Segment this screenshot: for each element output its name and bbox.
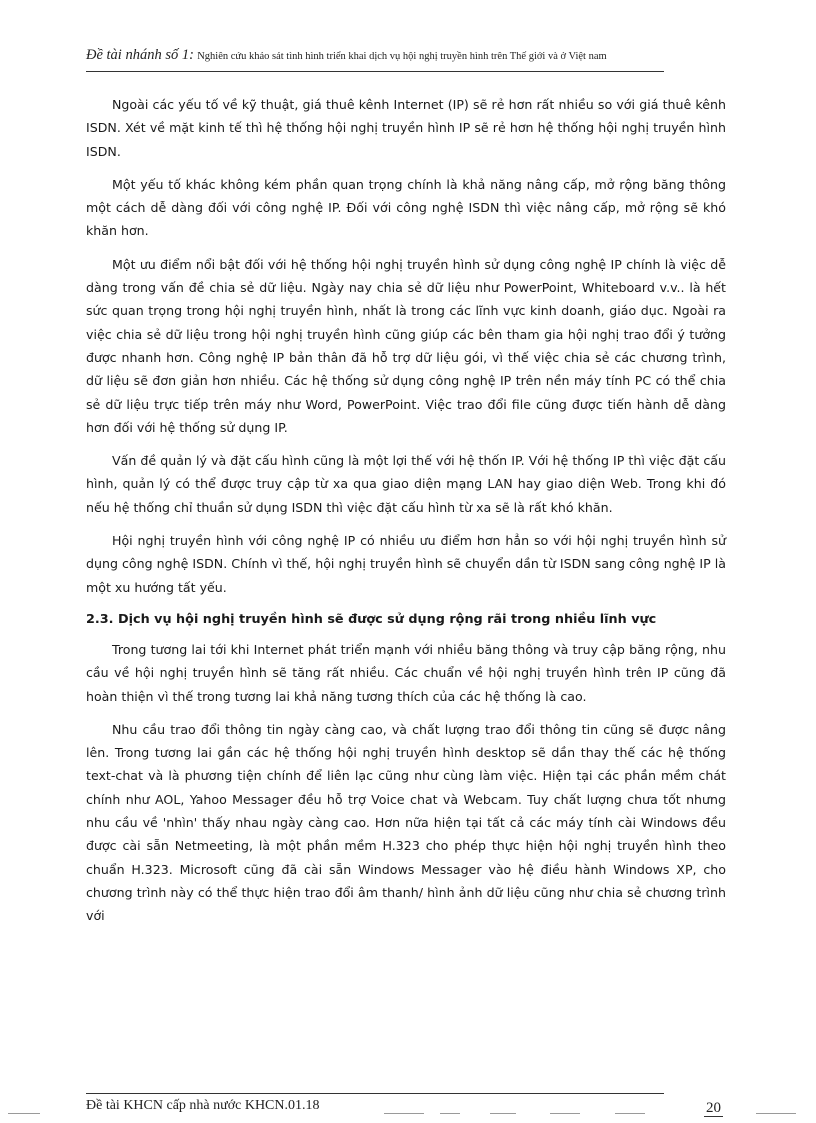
header-project-label: Đề tài nhánh số 1: (86, 47, 194, 63)
scan-artifact-line (440, 1113, 460, 1114)
footer-rule (86, 1093, 664, 1094)
scan-artifact-line (615, 1113, 645, 1114)
paragraph: Hội nghị truyền hình với công nghệ IP có nhiều ưu điểm hơn hẳn so với hội nghị truyền hình sử dụng công nghệ ISDN. Chính vì thế, hội nghị truyền hình sẽ chuyển dần từ ISDN sang công nghệ IP là một xu hướng tất yếu. (86, 533, 726, 595)
paragraph: Một yếu tố khác không kém phần quan trọng chính là khả năng nâng cấp, mở rộng băng thông một cách dễ dàng đối với công nghệ IP. Đối với công nghệ ISDN thì việc nâng cấp, mở rộng sẽ khó khăn hơn. (86, 176, 726, 239)
paragraph: Trong tương lai tới khi Internet phát triển mạnh với nhiều băng thông và truy cập băng rộng, nhu cầu về hội nghị truyền hình sẽ tăng rất nhiều. Các chuẩn về hội nghị truyền hình trên IP cũng đã hoàn thiện vì thế trong tương lai khả năng tương thích của các hệ thống là cao. (86, 641, 726, 704)
page-number: 20 (706, 1100, 721, 1116)
running-header (86, 47, 716, 64)
scan-artifact-line (550, 1113, 580, 1114)
document-body (86, 93, 726, 938)
paragraph: Một ưu điểm nổi bật đối với hệ thống hội nghị truyền hình sử dụng công nghệ IP chính là việc dễ dàng trong vấn đề chia sẻ dữ liệu. Ngày nay chia sẻ dữ liệu như PowerPoint, Whiteboard v.v.. là hết sức quan trọng trong hội nghị truyền hình, nhất là trong các lĩnh vực kinh doanh, giáo dục. Ngoài ra việc chia sẻ dữ liệu trong hội nghị truyền hình cũng giúp các bên tham gia hội nghị trao đổi ý tưởng được nhanh hơn. Công nghệ IP bản thân đã hỗ trợ dữ liệu gói, vì thế việc chia sẻ các chương trình, dữ liệu sẽ đơn giản hơn nhiều. Các hệ thống sử dụng công nghệ IP trên nền máy tính PC có thể chia sẻ dữ liệu trực tiếp trên máy như Word, PowerPoint. Việc trao đổi file cũng được tiến hành dễ dàng hơn đối với hệ thống sử dụng IP. (86, 256, 726, 435)
paragraph: Ngoài các yếu tố về kỹ thuật, giá thuê kênh Internet (IP) sẽ rẻ hơn rất nhiều so với giá thuê kênh ISDN. Xét về mặt kinh tế thì hệ thống hội nghị truyền hình IP sẽ rẻ hơn hệ thống hội nghị truyền hình ISDN. (86, 97, 726, 159)
scan-artifact-line (384, 1113, 424, 1114)
footer-text: Đề tài KHCN cấp nhà nước KHCN.01.18 (86, 1098, 320, 1113)
paragraph: Vấn đề quản lý và đặt cấu hình cũng là một lợi thế với hệ thốn IP. Với hệ thống IP thì việc đặt cấu hình, quản lý có thể được truy cập từ xa qua giao diện mạng LAN hay giao diện Web. Trong khi đó nếu hệ thống chỉ thuần sử dụng ISDN thì việc đặt cấu hình từ xa sẽ là rất khó khăn. (86, 453, 726, 515)
section-heading: 2.3. Dịch vụ hội nghị truyền hình sẽ được sử dụng rộng rãi trong nhiều lĩnh vực (86, 611, 657, 627)
header-rule (86, 71, 664, 72)
paragraph: Nhu cầu trao đổi thông tin ngày càng cao, và chất lượng trao đổi thông tin cũng sẽ được nâng lên. Trong tương lai gần các hệ thống hội nghị truyền hình desktop sẽ dần thay thế các hệ thống text-chat và là phương tiện chính để liên lạc cũng như cùng làm việc. Hiện tại các phần mềm chát chính như AOL, Yahoo Messager đều hỗ trợ Voice chat và Webcam. Tuy chất lượng chưa tốt nhưng nhu cầu về 'nhìn' thấy nhau ngày càng cao. Hơn nữa hiện tại tất cả các máy tính cài Windows đều được cài sẵn Netmeeting, là một phần mềm H.323 cho phép thực hiện hội nghị truyền hình theo chuẩn H.323. Microsoft cũng đã cài sẵn Windows Messager vào hệ điều hành Windows XP, cho chương trình này có thể thực hiện trao đổi âm thanh/ hình ảnh dữ liệu cũng như chia sẻ chương trình với (86, 721, 726, 924)
scan-artifact-line (490, 1113, 516, 1114)
header-title: Nghiên cứu khảo sát tình hình triển khai dịch vụ hội nghị truyền hình trên Thế giới và ở Việt nam (197, 51, 607, 62)
scan-artifact-line (756, 1113, 796, 1114)
scan-artifact-line (8, 1113, 40, 1114)
